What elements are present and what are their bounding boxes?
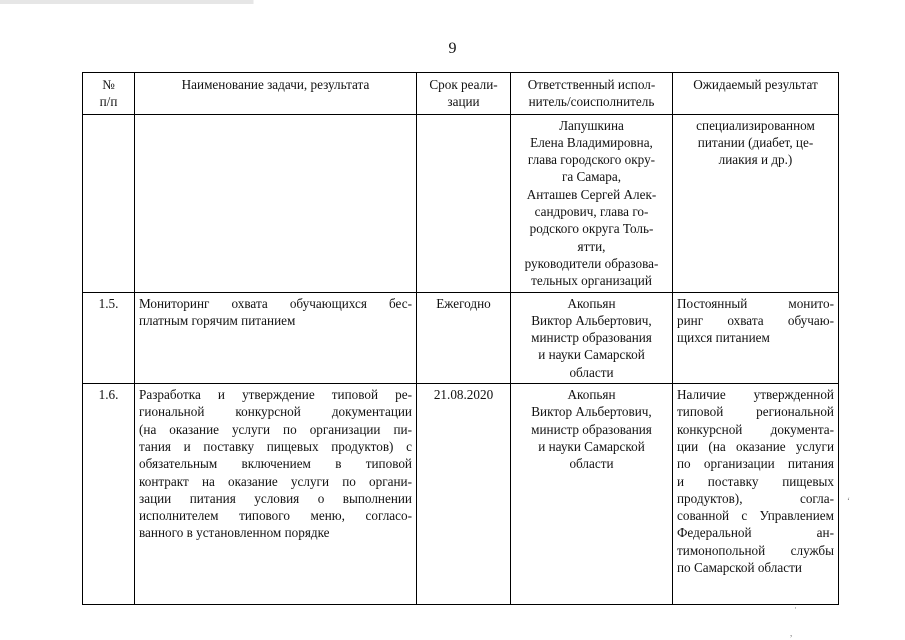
result-line: конкурсной документа- (677, 421, 834, 437)
executor-line: глава городского окру- (527, 152, 656, 168)
result-line: Федеральной ан- (677, 525, 834, 541)
cell-task-name (135, 292, 417, 383)
task-name-line: ванного в установленном порядке (139, 525, 330, 541)
executor-line: и науки Самарской (538, 347, 645, 363)
task-name-line: исполнителем типового меню, согласо- (139, 508, 412, 524)
result-line: лиакия и др.) (718, 152, 793, 168)
measures-table (82, 72, 839, 605)
executor-line: министр образования (531, 421, 652, 437)
result-line: специализированном (696, 117, 815, 133)
executor-line: Виктор Альбертович, (531, 312, 652, 328)
result-line: типовой региональной (677, 404, 834, 420)
cell-task-name (135, 384, 417, 605)
task-name-line: зации питания условия о выполнении (139, 490, 412, 506)
result-line: Наличие утвержденной (677, 387, 834, 403)
result-line: по Самарской области (677, 560, 802, 576)
header-number (83, 73, 135, 115)
executor-line: руководители образова- (524, 255, 659, 271)
table-row (83, 114, 839, 292)
cell-expected-result (673, 384, 839, 605)
result-line: сованной с Управлением (677, 508, 834, 524)
result-line: ции (на оказание услуги (677, 438, 834, 454)
executor-line: Анташев Сергей Алек- (526, 186, 657, 202)
result-line: по организации питания (677, 456, 834, 472)
executor-line: Виктор Альбертович, (531, 404, 652, 420)
header-number-line-1: № (102, 77, 115, 92)
task-name-line: контракт на оказание услуги по органи- (139, 473, 412, 489)
header-term (417, 73, 511, 115)
task-name-line: обязательным включением в типовой (139, 456, 412, 472)
cell-executor (511, 384, 673, 605)
cell-executor (511, 292, 673, 383)
executor-line: га Самара, (561, 169, 622, 185)
task-name-line: платным горячим питанием (139, 312, 296, 328)
header-result: Ожидаемый результат (673, 73, 839, 115)
scan-speck: · (794, 603, 797, 613)
executor-line: Елена Владимировна, (530, 134, 653, 150)
executor-line: области (569, 456, 614, 472)
result-line: тимонопольной службы (677, 542, 834, 558)
result-line: питании (диабет, це- (697, 134, 814, 150)
cell-expected-result (673, 292, 839, 383)
scan-speck: ‘ (847, 496, 850, 506)
task-name-line: Мониторинг охвата обучающихся бес- (139, 295, 412, 311)
task-name-line: гиональной конкурсной документации (139, 404, 412, 420)
cell-executor (511, 114, 673, 292)
table-row (83, 292, 839, 383)
cell-term (417, 114, 511, 292)
executor-line: сандрович, глава го- (534, 204, 649, 220)
cell-term: Ежегодно (417, 292, 511, 383)
scan-speck: , (790, 628, 793, 638)
cell-number: 1.6. (83, 384, 135, 605)
result-line: продуктов), согла- (677, 490, 834, 506)
executor-line: и науки Самарской (538, 438, 645, 454)
executor-line: Лапушкина (559, 117, 624, 133)
header-number-line-2: п/п (99, 94, 118, 110)
executor-line: родского округа Толь- (529, 221, 654, 237)
header-task-name: Наименование задачи, результата (135, 73, 417, 115)
cell-number: 1.5. (83, 292, 135, 383)
page-number: 9 (448, 40, 457, 57)
header-executor-line-1: Ответственный испол- (527, 77, 656, 92)
table-row (83, 384, 839, 605)
task-name-line: тания и поставку пищевых продуктов) с (139, 438, 412, 454)
header-term-line-2: зации (447, 94, 480, 110)
cell-expected-result (673, 114, 839, 292)
task-name-line: Разработка и утверждение типовой ре- (139, 387, 412, 403)
executor-line: тельных организаций (531, 273, 652, 289)
header-executor-line-2: нитель/соисполнитель (528, 94, 655, 110)
cell-term: 21.08.2020 (417, 384, 511, 605)
table-header-row (83, 73, 839, 115)
cell-task-name (135, 114, 417, 292)
result-line: ринг охвата обучаю- (677, 312, 834, 328)
scan-edge-artifact (0, 0, 905, 4)
result-line: Постоянный монито- (677, 295, 834, 311)
result-line: щихся питанием (677, 330, 770, 346)
header-term-line-1: Срок реали- (429, 77, 498, 92)
executor-line: министр образования (531, 330, 652, 346)
executor-line: ятти, (577, 238, 606, 254)
executor-line: области (569, 364, 614, 380)
executor-line: Акопьян (567, 387, 616, 403)
header-executor (511, 73, 673, 115)
result-line: и поставку пищевых (677, 473, 834, 489)
task-name-line: (на оказание услуги по организации пи- (139, 421, 412, 437)
executor-line: Акопьян (567, 295, 616, 311)
cell-number (83, 114, 135, 292)
